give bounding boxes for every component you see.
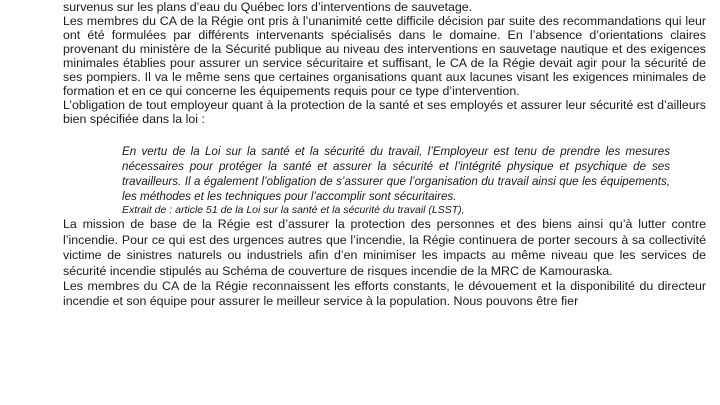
- paragraph-ca-decision: Les membres du CA de la Régie ont pris à l’unanimité cette difficile décision par suite des recommandations qui leur ont été formulées par différents intervenants spécialisés dans le domaine. En l’absence d’orientations claires provenant du ministère de la Sécurité publique au niveau des interventions en sauvetage nautique et des exigences minimales établies pour assurer un service sécuritaire et suffisant, le CA de la Régie devait agir pour la sécurité de ses pompiers. Il va le même sens que certaines organisations quant aux lacunes visant les exigences minimales de formation et en ce qui concerne les équipements requis pour ce type d’intervention.: [63, 14, 706, 98]
- paragraph-intro-continued: survenus sur les plans d’eau du Québec lors d’interventions de sauvetage.: [63, 0, 473, 14]
- legal-quote-source: Extrait de : article 51 de la Loi sur la santé et la sécurité du travail (LSST),: [122, 204, 465, 216]
- paragraph-mission: La mission de base de la Régie est d’assurer la protection des personnes et des biens ainsi qu’à lutter contre l’incendie. Pour ce qui est des urgences autres que l’incendie, la Régie continuera de porter secours à sa collectivité victime de sinistres naturels ou industriels afin d’en minimiser les impacts au même niveau que les services de sécurité incendie stipulés au Schéma de couverture de risques incendie de la MRC de Kamouraska.: [63, 217, 706, 278]
- paragraph-recognition: Les membres du CA de la Régie reconnaissent les efforts constants, le dévouement et la disponibilité du directeur incendie et son équipe pour assurer le meilleur service à la population. Nous pouvons être fier: [63, 279, 706, 308]
- legal-quote-block: [122, 144, 670, 217]
- paragraph-employer-obligation: L’obligation de tout employeur quant à la protection de la santé et ses employés et assurer leur sécurité est d’ailleurs bien spécifiée dans la loi :: [63, 98, 706, 126]
- legal-quote-text: En vertu de la Loi sur la santé et la sécurité du travail, l’Employeur est tenu de prendre les mesures nécessaires pour protéger la santé et assurer la sécurité et l’intégrité physique et psychique de ses travailleurs. Il a également l’obligation de s’assurer que l’organisation du travail ainsi que les équipements, les méthodes et les techniques pour l’accomplir sont sécuritaires.: [122, 145, 670, 203]
